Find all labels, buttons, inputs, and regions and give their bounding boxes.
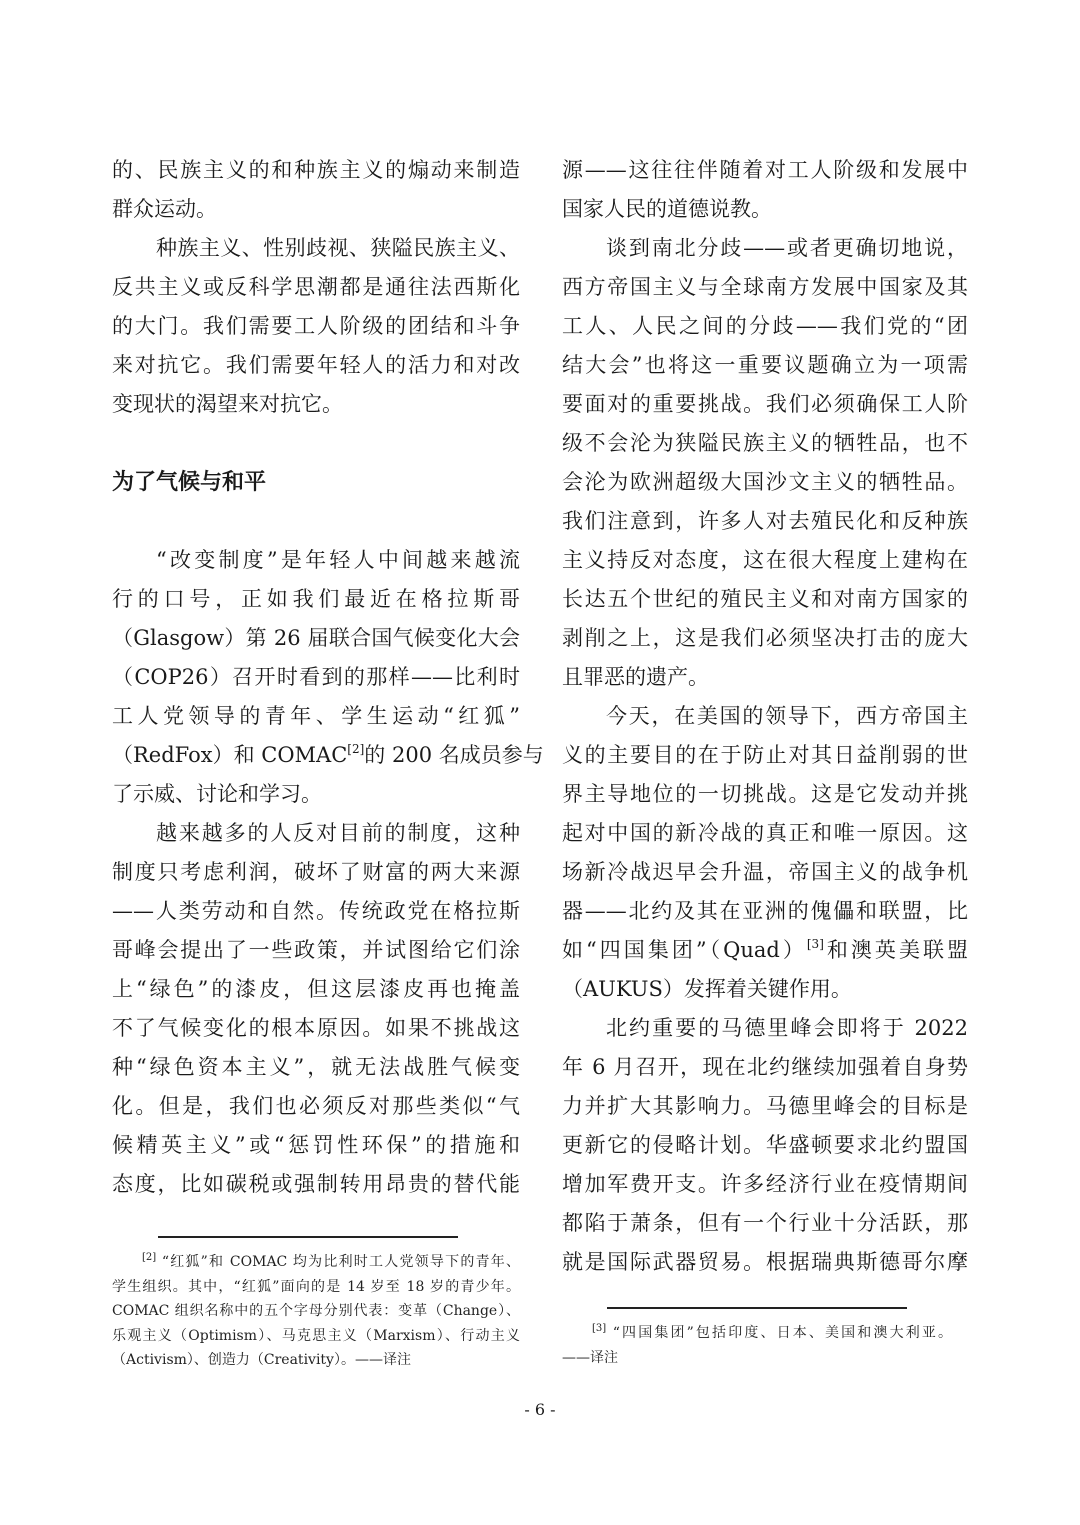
text-run: “四国集团”包括印度、日本、美国和澳大利亚。: [606, 1325, 952, 1341]
text-line: 力并扩大其影响力。马德里峰会的目标是: [562, 1094, 968, 1118]
text-line: 年 6 月召开，现在北约继续加强着自身势: [562, 1055, 968, 1079]
text-line: [562, 931, 968, 970]
text-line: 结大会”也将这一重要议题确立为一项需: [562, 353, 968, 377]
text-line: 剥削之上，这是我们必须坚决打击的庞大: [562, 626, 968, 650]
footnote-line: ——译注: [562, 1349, 618, 1366]
text-line: 种族主义、性别歧视、狭隘民族主义、: [156, 236, 520, 260]
page-number: - 6 -: [524, 1400, 556, 1419]
text-line: 制度只考虑利润，破坏了财富的两大来源: [112, 860, 520, 884]
text-line: 种“绿色资本主义”，就无法战胜气候变: [112, 1055, 520, 1079]
text-run: 的 200 名成员参与: [364, 743, 544, 767]
text-line: 器——北约及其在亚洲的傀儡和联盟，比: [562, 899, 968, 923]
text-line: 国家人民的道德说教。: [562, 197, 772, 221]
footnote-line: [112, 1250, 520, 1275]
text-line: 哥峰会提出了一些政策，并试图给它们涂: [112, 938, 520, 962]
text-line: 主义持反对态度，这在很大程度上建构在: [562, 548, 968, 572]
text-line: （Glasgow）第 26 届联合国气候变化大会: [112, 626, 520, 650]
footnote-line: [562, 1321, 952, 1346]
text-line: 更新它的侵略计划。华盛顿要求北约盟国: [562, 1133, 968, 1157]
text-line: 界主导地位的一切挑战。这是它发动并挑: [562, 782, 968, 806]
footnote-ref: [2]: [142, 1252, 157, 1263]
text-line: 北约重要的马德里峰会即将于 2022: [606, 1016, 968, 1040]
text-line: 群众运动。: [112, 197, 217, 221]
text-run: 如“四国集团”（Quad）: [562, 938, 807, 962]
text-line: 都陷于萧条，但有一个行业十分活跃，那: [562, 1211, 968, 1235]
text-line: 候精英主义”或“惩罚性环保”的措施和: [112, 1133, 520, 1157]
blank-line: [112, 424, 520, 463]
text-line: 会沦为欧洲超级大国沙文主义的牺牲品。: [562, 470, 968, 494]
text-line: 级不会沦为狭隘民族主义的牺牲品，也不: [562, 431, 968, 455]
text-run: 和澳英美联盟: [823, 938, 968, 962]
text-line: 越来越多的人反对目前的制度，这种: [156, 821, 520, 845]
text-line: 化。但是，我们也必须反对那些类似“气: [112, 1094, 520, 1118]
footnote-ref: [2]: [347, 742, 365, 756]
footnote-ref: [3]: [592, 1323, 607, 1334]
text-line: 了示威、讨论和学习。: [112, 782, 322, 806]
footnote-ref: [3]: [806, 937, 824, 951]
footnote-divider-right: [607, 1307, 907, 1309]
footnote-2: [112, 1250, 520, 1373]
blank-line: [112, 502, 520, 541]
text-line: 谈到南北分歧——或者更确切地说，: [606, 236, 968, 260]
footnote-line: 乐观主义（Optimism）、马克思主义（Marxism）、行动主义: [112, 1327, 520, 1344]
text-line: 不了气候变化的根本原因。如果不挑战这: [112, 1016, 520, 1040]
text-line: 且罪恶的遗产。: [562, 665, 709, 689]
text-line: 增加军费开支。许多经济行业在疫情期间: [562, 1172, 968, 1196]
text-line: 场新冷战迟早会升温，帝国主义的战争机: [562, 860, 968, 884]
text-line: 我们注意到，许多人对去殖民化和反种族: [562, 509, 968, 533]
text-line: 西方帝国主义与全球南方发展中国家及其: [562, 275, 968, 299]
footnote-line: 学生组织。其中，“红狐”面向的是 14 岁至 18 岁的青少年。: [112, 1278, 520, 1295]
text-line: 的大门。我们需要工人阶级的团结和斗争: [112, 314, 520, 338]
text-line: 起对中国的新冷战的真正和唯一原因。这: [562, 821, 968, 845]
text-line: （AUKUS）发挥着关键作用。: [562, 977, 852, 1001]
footnote-divider-left: [158, 1236, 458, 1238]
text-line: 上“绿色”的漆皮，但这层漆皮再也掩盖: [112, 977, 520, 1001]
right-column: [562, 151, 968, 1282]
text-run: “红狐”和 COMAC 均为比利时工人党领导下的青年、: [156, 1254, 520, 1270]
text-line: 要面对的重要挑战。我们必须确保工人阶: [562, 392, 968, 416]
text-line: 长达五个世纪的殖民主义和对南方国家的: [562, 587, 968, 611]
text-line: [112, 736, 544, 775]
section-heading: 为了气候与和平: [112, 470, 267, 495]
footnote-3: [562, 1321, 952, 1370]
text-run: （RedFox）和 COMAC: [112, 743, 348, 767]
text-line: 源——这往往伴随着对工人阶级和发展中: [562, 158, 968, 182]
text-line: 行的口号，正如我们最近在格拉斯哥: [112, 587, 520, 611]
text-line: （COP26）召开时看到的那样——比利时: [112, 665, 520, 689]
footnote-line: COMAC 组织名称中的五个字母分别代表：变革（Change）、: [112, 1303, 520, 1319]
text-line: 来对抗它。我们需要年轻人的活力和对改: [112, 353, 520, 377]
text-line: 工人、人民之间的分歧——我们党的“团: [562, 314, 968, 338]
text-line: 今天，在美国的领导下，西方帝国主: [606, 704, 968, 728]
text-line: 态度，比如碳税或强制转用昂贵的替代能: [112, 1172, 520, 1196]
text-line: 反共主义或反科学思潮都是通往法西斯化: [112, 275, 520, 299]
text-line: 变现状的渴望来对抗它。: [112, 392, 343, 416]
text-line: “改变制度”是年轻人中间越来越流: [156, 548, 520, 572]
left-column: [112, 151, 544, 1204]
footnote-line: （Activism）、创造力（Creativity）。——译注: [112, 1352, 411, 1368]
text-line: 的、民族主义的和种族主义的煽动来制造: [112, 158, 520, 182]
text-line: 就是国际武器贸易。根据瑞典斯德哥尔摩: [562, 1250, 968, 1274]
text-line: 义的主要目的在于防止对其日益削弱的世: [562, 743, 968, 767]
text-line: ——人类劳动和自然。传统政党在格拉斯: [112, 899, 520, 923]
text-line: 工人党领导的青年、学生运动“红狐”: [112, 704, 520, 728]
